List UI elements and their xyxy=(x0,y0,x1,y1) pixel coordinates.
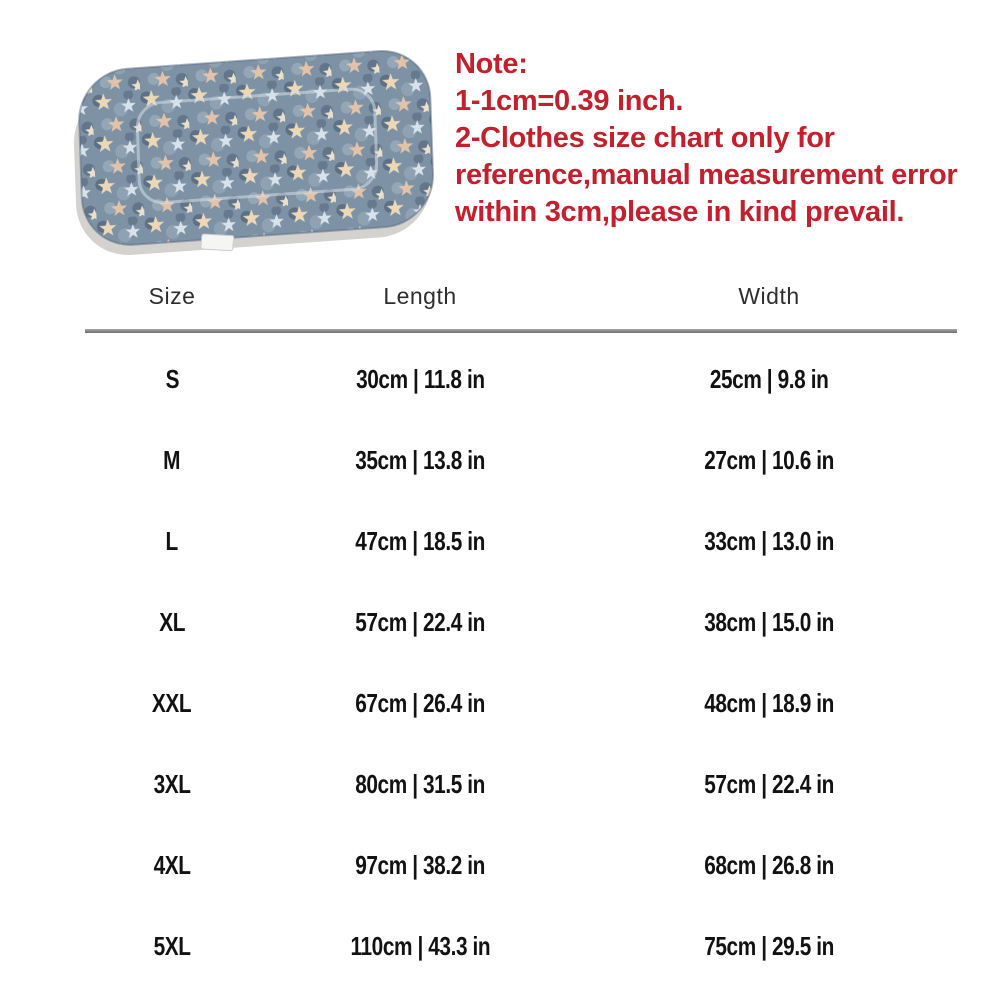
cell-length: 35cm | 13.8 in xyxy=(355,445,485,475)
cell-size: 5XL xyxy=(153,931,191,961)
cell-width: 57cm | 22.4 in xyxy=(704,769,834,799)
col-header-width: Width xyxy=(738,282,800,309)
note-line: 1-1cm=0.39 inch. xyxy=(455,85,684,117)
table-row-3xl xyxy=(85,744,957,825)
note-line: 2-Clothes size chart only for xyxy=(455,122,835,154)
cell-size: M xyxy=(163,445,181,475)
cell-width: 68cm | 26.8 in xyxy=(704,850,834,880)
cell-length: 57cm | 22.4 in xyxy=(355,607,485,637)
cell-length: 80cm | 31.5 in xyxy=(355,769,485,799)
bed-top xyxy=(77,48,434,249)
cell-length: 67cm | 26.4 in xyxy=(355,688,485,718)
cell-width: 75cm | 29.5 in xyxy=(704,931,834,961)
note-title: Note: xyxy=(455,48,528,80)
table-row-l xyxy=(85,501,957,582)
table-row-5xl xyxy=(85,906,957,987)
note-block xyxy=(455,46,1000,231)
cell-size: L xyxy=(165,526,179,556)
table-row-4xl xyxy=(85,825,957,906)
table-row-xl xyxy=(85,582,957,663)
cell-width: 33cm | 13.0 in xyxy=(704,526,834,556)
col-header-size: Size xyxy=(148,282,196,309)
cell-width: 27cm | 10.6 in xyxy=(704,445,834,475)
cell-size: S xyxy=(165,364,179,394)
care-tag xyxy=(201,234,234,251)
cell-length: 110cm | 43.3 in xyxy=(350,931,490,961)
table-header-row xyxy=(85,268,957,324)
cell-size: XL xyxy=(159,607,185,637)
product-photo xyxy=(50,40,465,255)
cell-size: 3XL xyxy=(153,769,191,799)
cell-width: 48cm | 18.9 in xyxy=(704,688,834,718)
col-header-length: Length xyxy=(383,282,457,309)
cell-length: 97cm | 38.2 in xyxy=(355,850,485,880)
table-row-m xyxy=(85,420,957,501)
pet-bed-illustration xyxy=(50,40,465,255)
table-body xyxy=(85,339,957,987)
cell-size: 4XL xyxy=(153,850,191,880)
cell-length: 47cm | 18.5 in xyxy=(355,526,485,556)
cell-length: 30cm | 11.8 in xyxy=(355,364,485,394)
cell-size: XXL xyxy=(152,688,192,718)
cell-width: 25cm | 9.8 in xyxy=(709,364,829,394)
cell-width: 38cm | 15.0 in xyxy=(704,607,834,637)
table-row-s xyxy=(85,339,957,420)
note-line: reference,manual measurement error xyxy=(455,159,958,191)
size-table xyxy=(85,268,957,987)
table-divider xyxy=(85,329,957,333)
table-row-xxl xyxy=(85,663,957,744)
note-line: within 3cm,please in kind prevail. xyxy=(455,196,905,228)
